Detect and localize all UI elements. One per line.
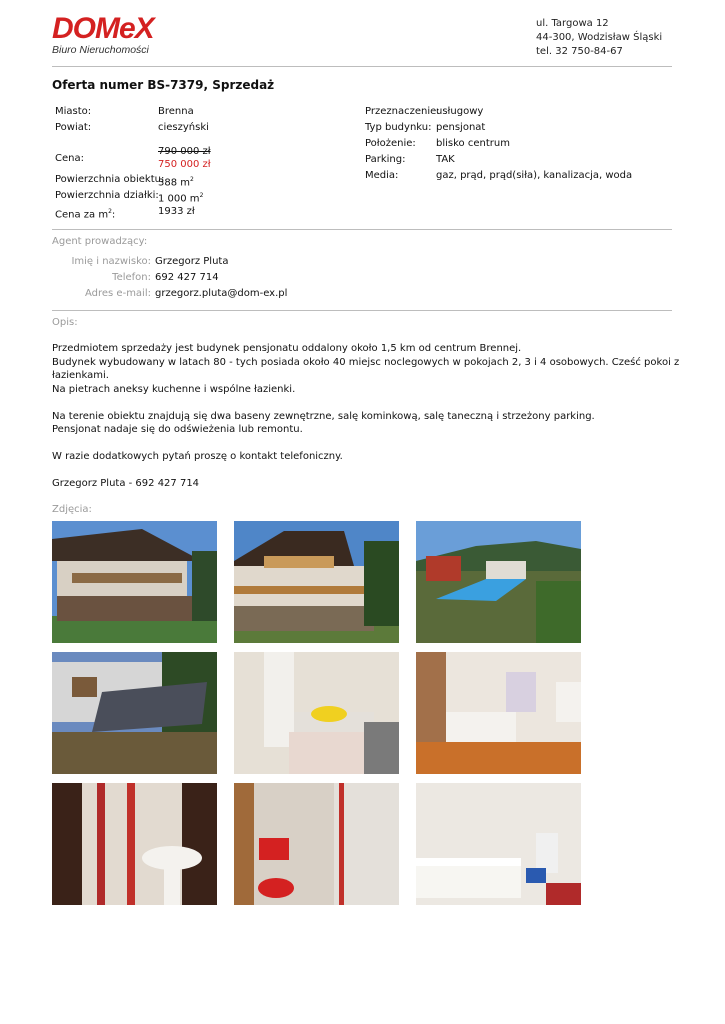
label-price-per-m2: Cena za $m^2$:: [55, 208, 116, 221]
value-purpose: usługowy: [436, 106, 484, 117]
label-parking: Parking:: [365, 154, 406, 165]
label-plot-area: Powierzchnia działki:: [55, 190, 159, 201]
bathroom-tub-photo[interactable]: [416, 652, 581, 774]
value-location: blisko centrum: [436, 138, 510, 149]
house-front-photo-2[interactable]: [234, 521, 399, 643]
description-line: Budynek wybudowany w latach 80 - tych posiada około 40 miejsc noclegowych w pokojach 2, 3 i 4 osobowych. Cześć pokoi z łazienkami.: [52, 356, 680, 381]
value-county: cieszyński: [158, 122, 209, 133]
value-parking: TAK: [436, 154, 455, 165]
washbasin-photo[interactable]: [52, 783, 217, 905]
agent-email[interactable]: grzegorz.pluta@dom-ex.pl: [155, 288, 288, 299]
divider: [52, 66, 672, 67]
house-front-photo[interactable]: [52, 521, 217, 643]
agent-name-label: Imię i nazwisko:: [71, 256, 151, 267]
toilet-photo[interactable]: [234, 783, 399, 905]
label-city: Miasto:: [55, 106, 92, 117]
solar-panels-photo[interactable]: [52, 652, 217, 774]
agent-name: Grzegorz Pluta: [155, 256, 229, 267]
description-text: [52, 342, 692, 504]
pool-photo[interactable]: [416, 521, 581, 643]
description-line: Przedmiotem sprzedaży jest budynek pensjonatu oddalony około 1,5 km od centrum Brennej.: [52, 343, 522, 354]
logo-text: DOMeX: [52, 12, 154, 45]
new-price: 750 000 zł: [158, 159, 211, 170]
value-plot-area: 1 000 $m^2$: [158, 192, 204, 205]
value-price-per-m2: 1933 zł: [158, 206, 195, 217]
description-section-label: Opis:: [52, 317, 78, 328]
description-line: Na pietrach aneksy kuchenne i wspólne łazienki.: [52, 383, 296, 395]
label-county: Powiat:: [55, 122, 92, 133]
agent-section-label: Agent prowadzący:: [52, 236, 148, 247]
agent-phone: 692 427 714: [155, 272, 219, 283]
value-utilities: gaz, prąd, prąd(siła), kanalizacja, woda: [436, 170, 633, 181]
offer-title: Oferta numer BS-7379, Sprzedaż: [52, 78, 275, 92]
kitchen-photo[interactable]: [234, 652, 399, 774]
value-city: Brenna: [158, 106, 194, 117]
label-building-area: Powierzchnia obiektu:: [55, 174, 165, 185]
description-line: Grzegorz Pluta - 692 427 714: [52, 478, 200, 489]
company-address: [536, 17, 662, 59]
description-line: W razie dodatkowych pytań proszę o kontakt telefoniczny.: [52, 451, 343, 462]
photos-section-label: Zdjęcia:: [52, 504, 92, 515]
description-line: Pensjonat nadaje się do odświeżenia lub remontu.: [52, 424, 303, 435]
address-line-1: ul. Targowa 12: [536, 18, 609, 29]
company-logo: [52, 14, 202, 58]
label-purpose: Przeznaczenie:: [365, 106, 440, 117]
divider: [52, 310, 672, 311]
old-price: 790 000 zł: [158, 146, 211, 157]
bathtub-photo[interactable]: [416, 783, 581, 905]
label-building-type: Typ budynku:: [365, 122, 432, 133]
company-phone: tel. 32 750-84-67: [536, 46, 623, 57]
description-line: Na terenie obiektu znajdują się dwa baseny zewnętrzne, salę kominkową, salę taneczną i strzeżony parking.: [52, 410, 595, 422]
agent-phone-label: Telefon:: [112, 272, 151, 283]
value-building-type: pensjonat: [436, 122, 486, 133]
agent-email-label: Adres e-mail:: [84, 288, 151, 299]
address-line-2: 44-300, Wodzisław Śląski: [536, 32, 663, 43]
label-location: Położenie:: [365, 138, 416, 149]
logo-subtitle: Biuro Nieruchomości: [52, 44, 149, 56]
divider: [52, 229, 672, 230]
label-utilities: Media:: [365, 170, 399, 181]
value-building-area: 388 $m^2$: [158, 176, 194, 189]
label-price: Cena:: [55, 153, 84, 164]
